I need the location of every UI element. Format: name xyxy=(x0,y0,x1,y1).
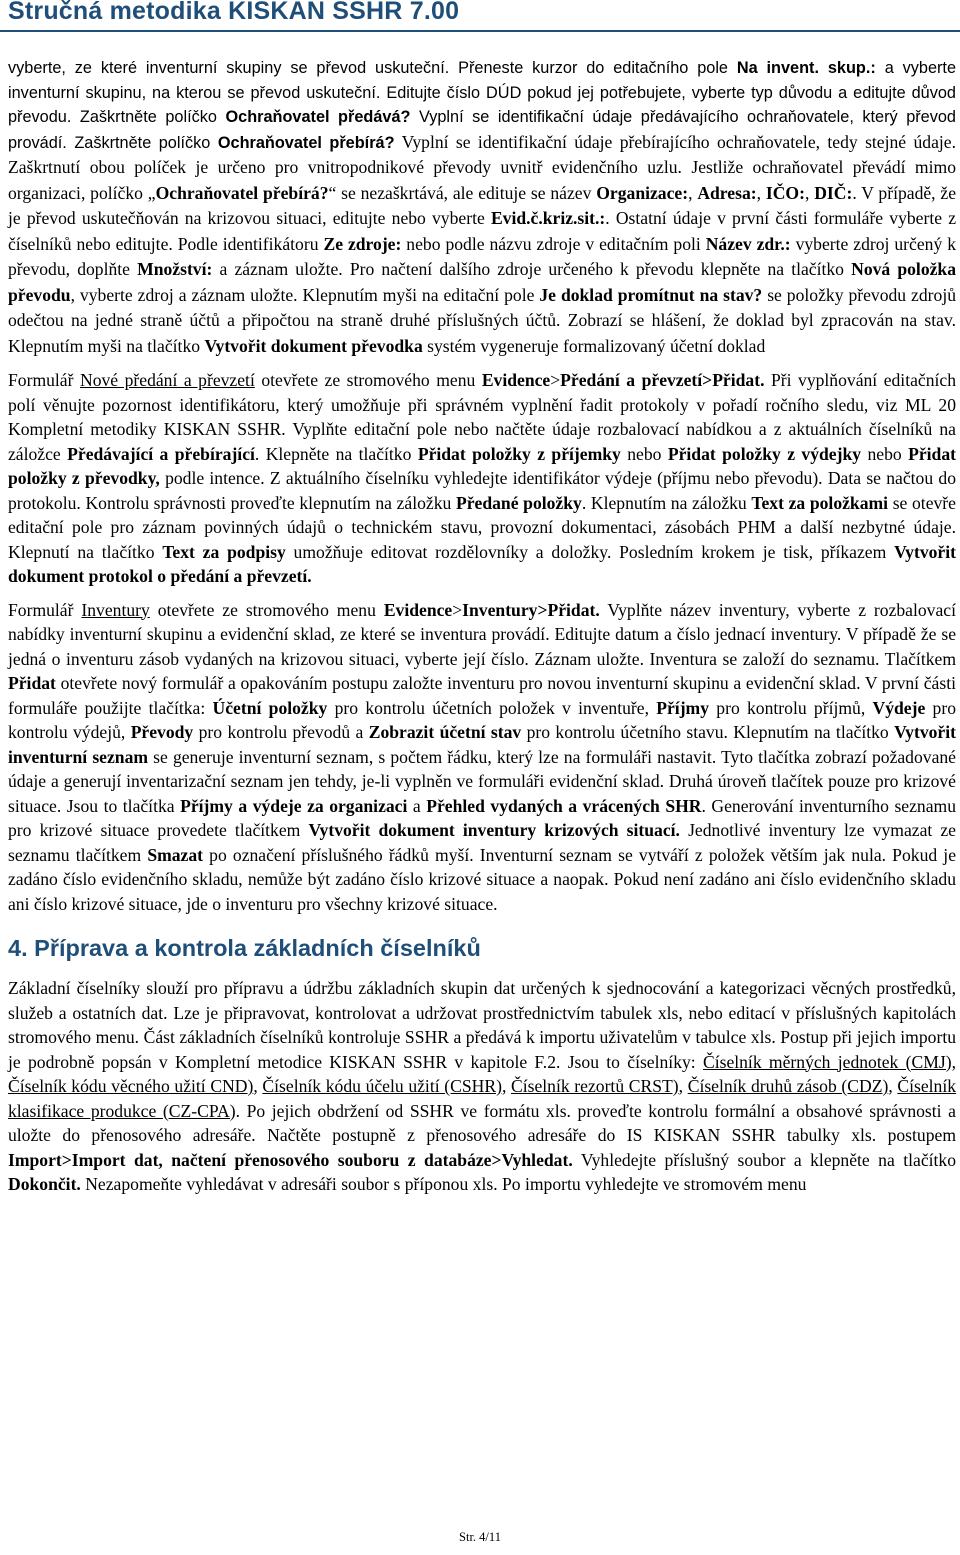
page-header xyxy=(0,0,960,30)
document-body xyxy=(8,56,956,1197)
paragraph-handover-form: Formulář Nové předání a převzetí otevřete ze stromového menu Evidence>Předání a převzetí>Přidat. Při vyplňování editačních polí věnujte pozornost identifikátoru, který umožňuje při správném vyplnění řadit protokoly v pořadí ročního sledu, viz ML 20 Kompletní metodiky KISKAN SSHR. Vyplňte editační pole nebo načtěte údaje rozbalovací nabídkou a z aktuálních číselníků na záložce Předávající a přebírající. Klepněte na tlačítko Přidat položky z příjemky nebo Přidat položky z výdejky nebo Přidat položky z převodky, podle intence. Z aktuálního číselníku vyhledejte identifikátor výdeje (příjmu nebo převodu). Data se načtou do protokolu. Kontrolu správnosti proveďte klepnutím na záložku Předané položky. Klepnutím na záložku Text za položkami se otevře editační pole pro záznam povinných údajů o technickém stavu, provozní dokumentaci, zásobách PHM a další nezbytné údaje. Klepnutí na tlačítko Text za podpisy umožňuje editovat rozdělovníky a doložky. Posledním krokem je tisk, příkazem Vytvořit dokument protokol o předání a převzetí. xyxy=(8,370,956,586)
link-new-handover[interactable]: Nové předání a převzetí xyxy=(79,370,255,390)
document-title: Stručná metodika KISKAN SSHR 7.00 xyxy=(8,0,460,25)
link-codebook-cshr[interactable]: Číselník kódu účelu užití (CSHR) xyxy=(262,1076,502,1096)
page-number: Str. 4/11 xyxy=(459,1530,501,1544)
paragraph-transfer-form: vyberte, ze které inventurní skupiny se převod uskuteční. Přeneste kurzor do editačního pole Na invent. skup.: a vyberte inventurní skupinu, na kterou se převod uskuteční. Editujte číslo DÚD pokud jej potřebujete, vyberte typ důvodu a editujte důvod převodu. Zaškrtněte políčko Ochraňovatel předává? Vyplní se identifikační údaje předávajícího ochraňovatele, který převod provádí. Zaškrtněte políčko Ochraňovatel přebírá? Vyplní se identifikační údaje přebírajícího ochraňovatele, tedy stejné údaje. Zaškrtnutí obou políček je určeno pro vnitropodnikové převody uvnitř evidenčního uzlu. Jestliže ochraňovatel převádí mimo organizaci, políčko „Ochraňovatel přebírá?“ se nezaškrtává, ale edituje se název Organizace:, Adresa:, IČO:, DIČ:. V případě, že je převod uskutečňován na krizovou situaci, editujte nebo vyberte Evid.č.kriz.sit.:. Ostatní údaje v první části formuláře vyberte z číselníků nebo editujte. Podle identifikátoru Ze zdroje: nebo podle názvu zdroje v editačním poli Název zdr.: vyberte zdroj určený k převodu, doplňte Množství: a záznam uložte. Pro načtení dalšího zdroje určeného k převodu klepněte na tlačítko Nová položka převodu, vyberte zdroj a záznam uložte. Klepnutím myši na editační pole Je doklad promítnut na stav? se položky převodu zdrojů odečtou na jedné straně účtů a připočtou na straně druhé příslušných účtů. Zobrazí se hlášení, že doklad byl zpracován na stav. Klepnutím myši na tlačítko Vytvořit dokument převodka systém vygeneruje formalizovaný účetní doklad xyxy=(8,59,957,356)
section-heading: 4. Příprava a kontrola základních číselníků xyxy=(8,935,481,961)
link-inventory[interactable]: Inventury xyxy=(81,599,150,620)
link-codebook-cdz[interactable]: Číselník druhů zásob (CDZ) xyxy=(687,1076,889,1096)
paragraph-basic-codebooks: Základní číselníky slouží pro přípravu a údržbu základních skupin dat určených k sjednocování a kategorizaci věcných prostředků, služeb a ostatních dat. Lze je připravovat, kontrolovat a udržovat prostřednictvím tabulek xls, nebo editací v příslušných kapitolách stromového menu. Část základních číselníků kontroluje SSHR a předává k importu uživatelům v tabulce xls. Postup při jejich importu je podrobně popsán v Kompletní metodice KISKAN SSHR v kapitole F.2. Jsou to číselníky: Číselník měrných jednotek (CMJ), Číselník kódu věcného užití CND), Číselník kódu účelu užití (CSHR), Číselník rezortů CRST), Číselník druhů zásob (CDZ), Číselník klasifikace produkce (CZ-CPA). Po jejich obdržení od SSHR ve formátu xls. proveďte kontrolu formální a obsahové správnosti a uložte do přenosového adresáře. Načtěte postupně z přenosového adresáře do IS KISKAN SSHR tabulky xls. postupem Import>Import dat, načtení přenosového souboru z databáze>Vyhledat. Vyhledejte příslušný soubor a klepněte na tlačítko Dokončit. Nezapomeňte vyhledávat v adresáři soubor s příponou xls. Po importu vyhledejte ve stromovém menu xyxy=(8,978,957,1194)
link-codebook-crst[interactable]: Číselník rezortů CRST) xyxy=(511,1076,679,1096)
paragraph-inventory-form: Formulář Inventury otevřete ze stromového menu Evidence>Inventury>Přidat. Vyplňte název inventury, vyberte z rozbalovací nabídky inventurní skupinu a evidenční sklad, ze které se inventura provádí. Editujte datum a číslo jednací inventury. V případě že se jedná o inventuru zásob vydaných na krizovou situaci, vyberte její číslo. Záznam uložte. Inventura se založí do seznamu. Tlačítkem Přidat otevřete nový formulář a opakováním postupu založte inventuru pro novou inventurní skupinu a evidenční sklad. V první části formuláře použijte tlačítka: Účetní položky pro kontrolu účetních položek v inventuře, Příjmy pro kontrolu příjmů, Výdeje pro kontrolu výdejů, Převody pro kontrolu převodů a Zobrazit účetní stav pro kontrolu účetního stavu. Klepnutím na tlačítko Vytvořit inventurní seznam se generuje inventurní seznam, s počtem řádku, který lze na formuláři nastavit. Tyto tlačítka zobrazí požadované údaje a generují inventarizační seznam jen tehdy, je-li vyplněn ve formuláři evidenční sklad. Druhá úroveň tlačítek pouze pro krizové situace. Jsou to tlačítka Příjmy a výdeje za organizaci a Přehled vydaných a vrácených SHR. Generování inventurního seznamu pro krizové situace provedete tlačítkem Vytvořit dokument inventury krizových situací. Jednotlivé inventury lze vymazat ze seznamu tlačítkem Smazat po označení příslušného řádků myší. Inventurní seznam se vytváří z položek větším jak nula. Pokud je zadáno číslo evidenčního skladu, nemůže být zadáno číslo krizové situace a naopak. Pokud není zadáno ani číslo evidenčního skladu ani číslo krizové situace, jde o inventuru pro všechny krizové situace. xyxy=(8,599,956,914)
link-codebook-cz-cpa[interactable]: Číselník klasifikace produkce (CZ-CPA) xyxy=(8,1076,957,1121)
header-divider xyxy=(0,30,960,32)
link-codebook-cnd[interactable]: Číselník kódu věcného užití CND) xyxy=(8,1076,254,1096)
link-codebook-cmj[interactable]: Číselník měrných jednotek (CMJ) xyxy=(702,1051,952,1072)
